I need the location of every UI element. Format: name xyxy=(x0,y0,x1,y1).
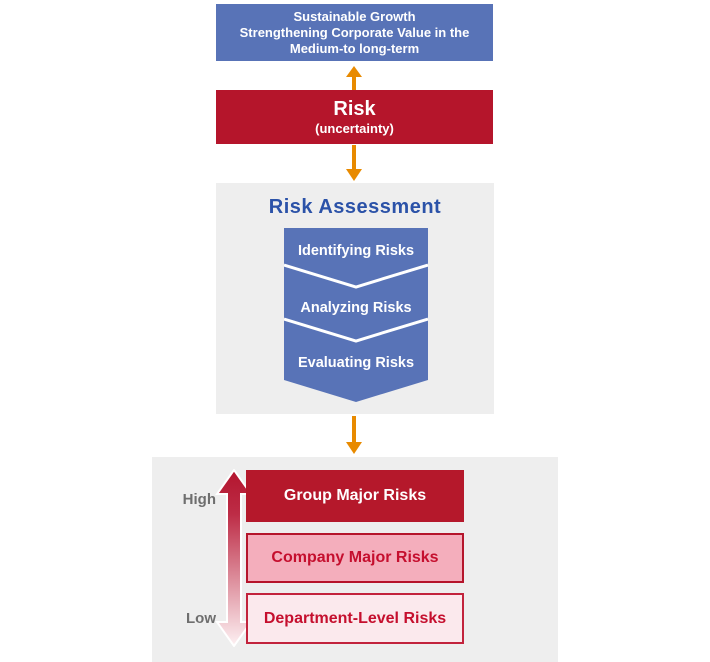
arrow-up-icon xyxy=(346,66,362,90)
risk-assessment-panel xyxy=(216,183,494,414)
department-level-risks-label: Department-Level Risks xyxy=(263,609,447,627)
sustainable-growth-line3: Medium-to long-term xyxy=(289,40,420,56)
risk-box xyxy=(216,90,493,144)
low-label: Low xyxy=(186,610,216,627)
sustainable-growth-box xyxy=(216,4,493,61)
risk-title: Risk xyxy=(333,97,376,120)
group-major-risks-label: Group Major Risks xyxy=(283,487,427,504)
department-level-risks-box xyxy=(246,593,464,644)
arrow-down-icon xyxy=(346,416,362,454)
risk-hierarchy-panel xyxy=(152,457,558,662)
company-major-risks-box xyxy=(246,533,464,583)
high-label: High xyxy=(182,491,216,508)
risk-assessment-title: Risk Assessment xyxy=(268,196,442,218)
step-analyzing-risks: Analyzing Risks xyxy=(300,300,412,316)
step-evaluating-risks: Evaluating Risks xyxy=(297,355,415,371)
arrow-down-icon xyxy=(346,145,362,181)
company-major-risks-label: Company Major Risks xyxy=(271,549,439,566)
sustainable-growth-line1: Sustainable Growth xyxy=(293,8,416,24)
sustainable-growth-line2: Strengthening Corporate Value in the xyxy=(239,24,470,40)
risk-subtitle: (uncertainty) xyxy=(315,120,394,136)
assessment-steps-chevron xyxy=(284,228,428,403)
group-major-risks-box xyxy=(246,470,464,522)
step-identifying-risks: Identifying Risks xyxy=(297,243,415,259)
